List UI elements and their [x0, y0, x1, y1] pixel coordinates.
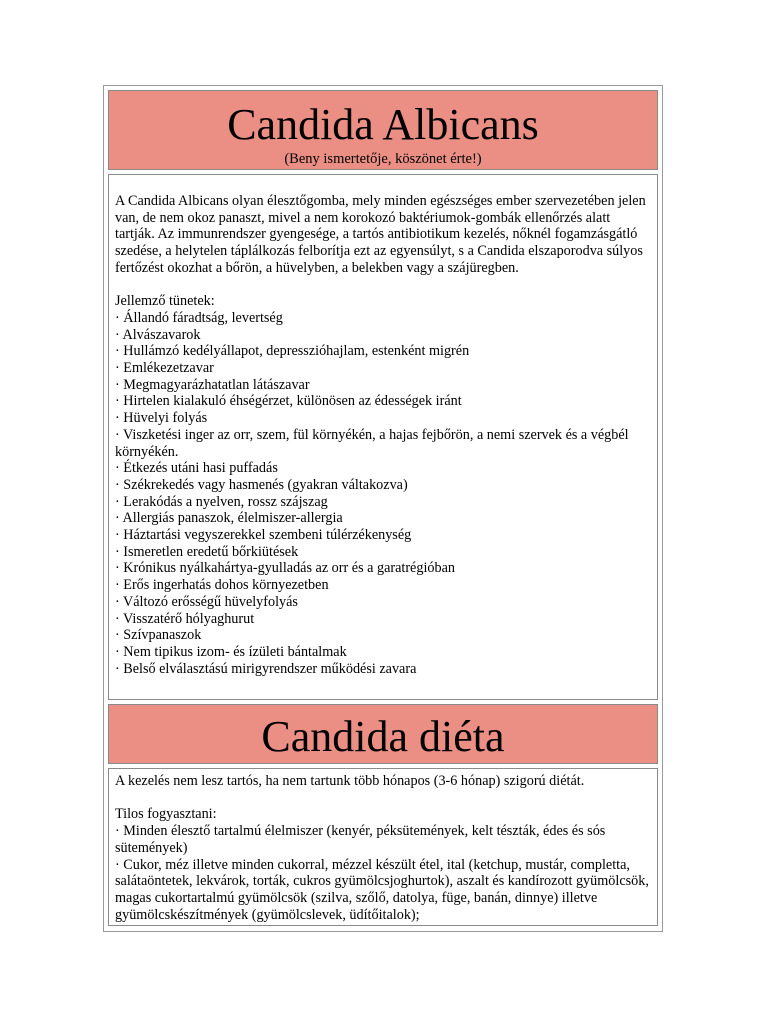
symptoms-heading: Jellemző tünetek: [115, 293, 215, 310]
page-title: Candida Albicans [227, 100, 539, 149]
forbidden-heading: Tilos fogyasztani: [115, 806, 217, 823]
list-item: · Hirtelen kialakuló éhségérzet, különösen az édességek iránt [115, 393, 462, 410]
albicans-intro: A Candida Albicans olyan élesztőgomba, mely minden egészséges ember szervezetében jelen van, de nem okoz panaszt, mivel a nem korokozó baktériumok-gombák ellenőrzés alatt tartják. Az immunrendszer gyengesége, a tartós antibiotikum kezelés, nőknél fogamzásgátló szedése, a helytelen táplálkozás felborítja ezt az egyensúlyt, s a Candida elszaporodva súlyos fertőzést okozhat a bőrön, a hüvelyben, a belekben vagy a szájüregben. [115, 193, 646, 276]
list-item: · Visszatérő hólyaghurut [115, 610, 255, 627]
page-subtitle: (Beny ismertetője, köszönet érte!) [284, 151, 482, 167]
document-table [103, 85, 663, 932]
list-item: · Hüvelyi folyás [115, 410, 208, 427]
header-candida-albicans [108, 90, 658, 170]
list-item: · Emlékezetzavar [115, 360, 214, 377]
list-item: · Cukor, méz illetve minden cukorral, mézzel készült étel, ital (ketchup, mustár, completta, salátaöntetek, lekvárok, torták, cukros gyümölcsjoghurtok), aszalt és kandírozott gyümölcsök, magas cukortartalmú gyümölcsök (szilva, szőlő, datolya, füge, banán, dinnye) illetve gyümölcskészítmények (gyümölcslevek, üdítőitalok); [115, 856, 649, 923]
list-item: · Állandó fáradtság, levertség [115, 309, 283, 326]
dieta-body [108, 768, 658, 926]
list-item: · Lerakódás a nyelven, rossz szájszag [115, 493, 328, 510]
list-item: · Alvászavarok [115, 326, 201, 343]
list-item: · Változó erősségű hüvelyfolyás [115, 593, 298, 610]
list-item: · Krónikus nyálkahártya-gyulladás az orr és a garatrégióban [115, 560, 455, 577]
list-item: · Belső elválasztású mirigyrendszer működési zavara [115, 660, 417, 677]
list-item: · Étkezés utáni hasi puffadás [115, 460, 278, 477]
albicans-body [108, 174, 658, 700]
header-candida-dieta [108, 704, 658, 764]
list-item: · Háztartási vegyszerekkel szembeni túlérzékenység [115, 527, 412, 544]
list-item: · Erős ingerhatás dohos környezetben [115, 577, 329, 594]
list-item: · Ismeretlen eredetű bőrkiütések [115, 543, 299, 560]
list-item: · Megmagyarázhatatlan látászavar [115, 376, 310, 393]
list-item: · Minden élesztő tartalmú élelmiszer (kenyér, péksütemények, kelt tészták, édes és sós sütemények) [115, 823, 606, 856]
list-item: · Székrekedés vagy hasmenés (gyakran váltakozva) [115, 476, 408, 493]
dieta-intro: A kezelés nem lesz tartós, ha nem tartunk több hónapos (3-6 hónap) szigorú diétát. [115, 773, 585, 789]
list-item: · Hullámzó kedélyállapot, depresszióhajlam, estenként migrén [115, 343, 470, 360]
list-item: · Nem tipikus izom- és ízületi bántalmak [115, 643, 347, 660]
list-item: · Szívpanaszok [115, 627, 202, 644]
section-title: Candida diéta [261, 712, 505, 761]
list-item: · Viszketési inger az orr, szem, fül környékén, a hajas fejbőrön, a nemi szervek és a végbél környékén. [115, 426, 629, 460]
list-item: · Allergiás panaszok, élelmiszer-allergia [115, 510, 343, 527]
symptoms-list [115, 310, 651, 677]
forbidden-list [115, 823, 651, 923]
